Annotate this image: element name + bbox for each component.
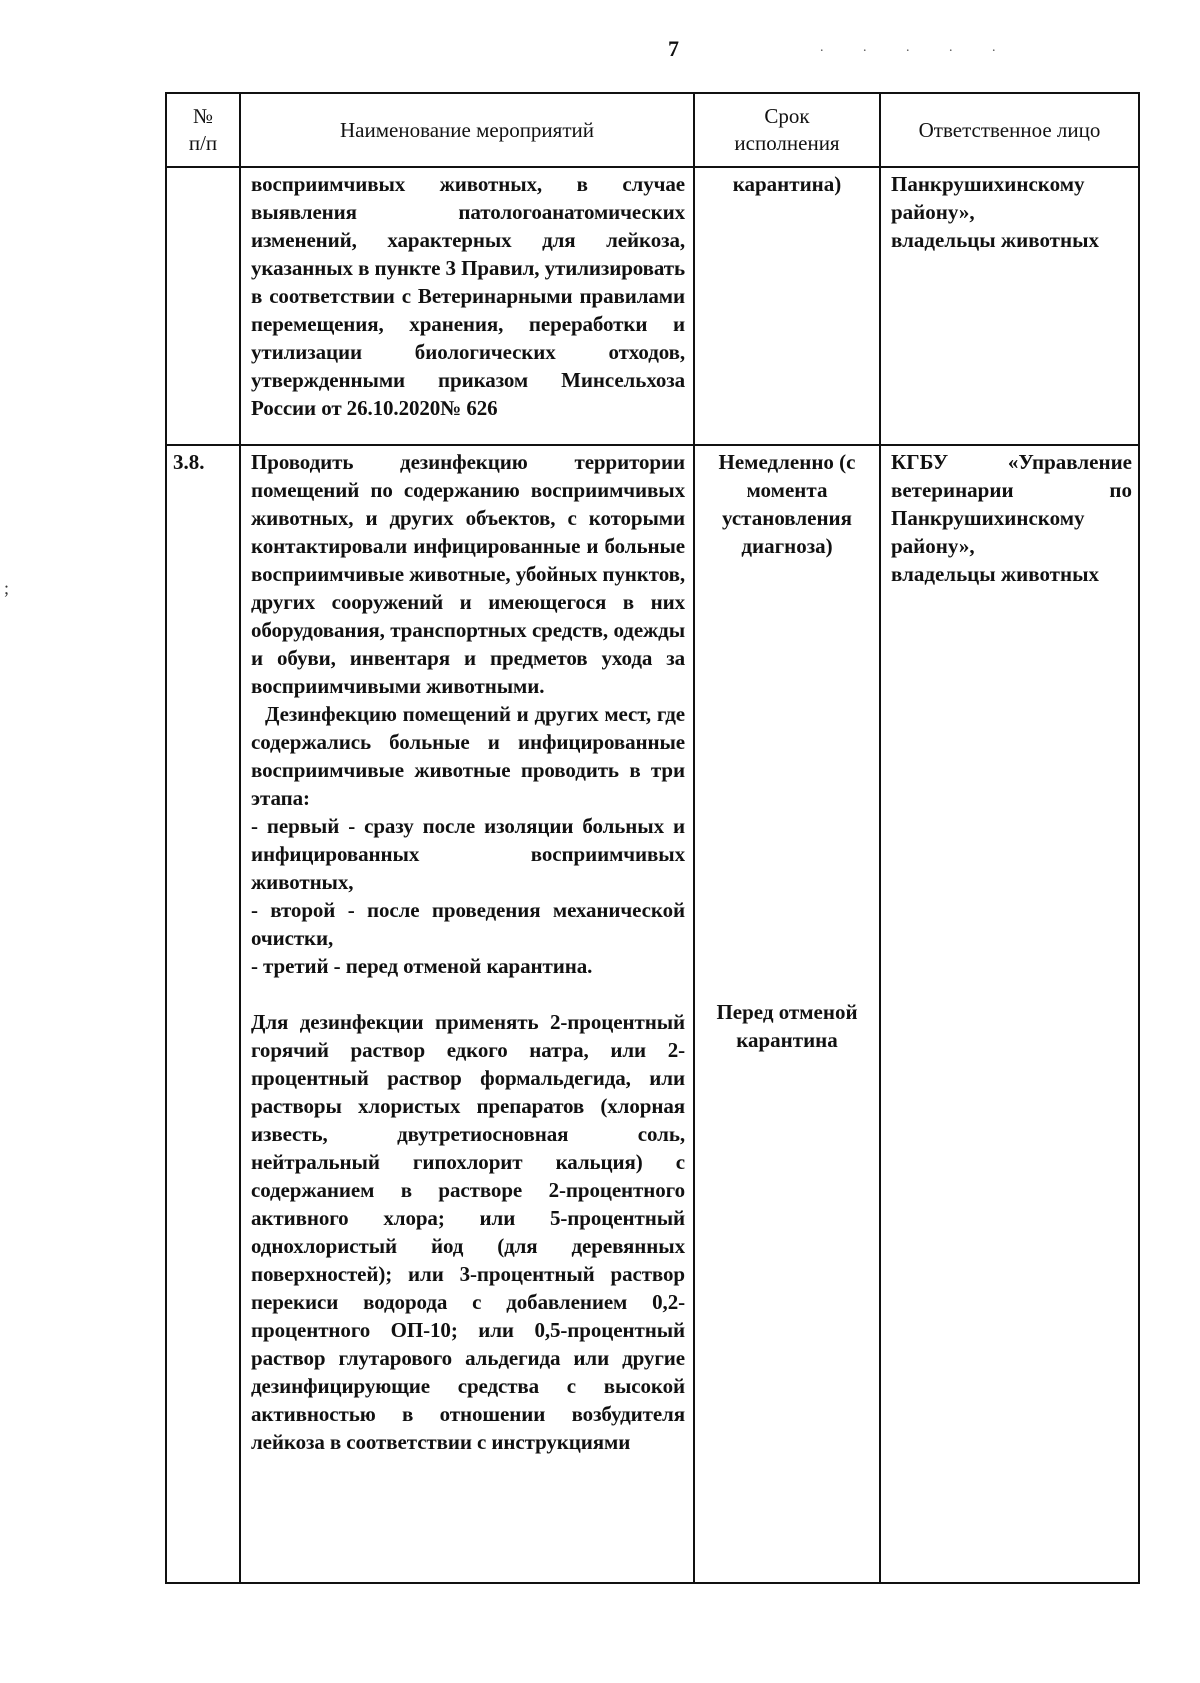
table-header-row bbox=[166, 93, 1139, 167]
measure-paragraph: восприимчивых животных, в случае выявления патологоанатомических изменений, характерных для лейкоза, указанных в пункте 3 Правил, утилизировать в соответствии с Ветеринарными правилами перемещения, хранения, переработки и утилизации биологических отходов, утвержденными приказом Минсельхоза России от 26.10.2020№ 626 bbox=[251, 172, 685, 420]
measure-paragraph: - первый - сразу после изоляции больных и инфицированных восприимчивых животных, bbox=[251, 814, 685, 894]
header-num: № п/п bbox=[166, 93, 240, 167]
measure-paragraph: Дезинфекцию помещений и других мест, где содержались больные и инфицированные восприимчивые животные проводить в три этапа: bbox=[251, 702, 685, 810]
measure-paragraph: - второй - после проведения механической очистки, bbox=[251, 898, 685, 950]
row-number bbox=[166, 167, 240, 445]
header-name: Наименование мероприятий bbox=[240, 93, 694, 167]
measures-table bbox=[165, 92, 1140, 1584]
header-responsible: Ответственное лицо bbox=[880, 93, 1139, 167]
responsible-line: владельцы животных bbox=[891, 562, 1099, 586]
table-row bbox=[166, 167, 1139, 445]
table-row bbox=[166, 445, 1139, 1583]
term-text-second: Перед отменой карантина bbox=[716, 1000, 858, 1052]
responsible-line: КГБУ «Управление ветеринарии по Панкрушихинскому району», bbox=[891, 450, 1132, 558]
responsible-line: Панкрушихинскому району», bbox=[891, 172, 1085, 224]
term-text: Немедленно (с момента установления диагноза) bbox=[718, 450, 856, 558]
measure-paragraph: - третий - перед отменой карантина. bbox=[251, 954, 593, 978]
responsible-line: владельцы животных bbox=[891, 228, 1099, 252]
page-number: 7 bbox=[668, 36, 679, 61]
row-term bbox=[694, 445, 880, 1583]
margin-mark: ; bbox=[4, 578, 10, 598]
row-measure-text bbox=[240, 167, 694, 445]
row-measure-text bbox=[240, 445, 694, 1583]
measure-paragraph: Для дезинфекции применять 2-процентный горячий раствор едкого натра, или 2-процентный раствор формальдегида, или растворы хлористых препаратов (хлорная известь, двутретиосновная соль, нейтральный гипохлорит кальция) с содержанием в растворе 2-процентного активного хлора; или 5-процентный однохлористый йод (для деревянных поверхностей); или 3-процентный раствор перекиси водорода с добавлением 0,2-процентного ОП-10; или 0,5-процентный раствор глутарового альдегида или другие дезинфицирующие средства с высокой активностью в отношении возбудителя лейкоза в соответствии с инструкциями bbox=[251, 1010, 685, 1454]
scan-marks: . . . . . bbox=[820, 40, 1014, 55]
row-responsible bbox=[880, 167, 1139, 445]
header-term: Срок исполнения bbox=[694, 93, 880, 167]
term-text: карантина) bbox=[732, 172, 842, 196]
row-number: 3.8. bbox=[166, 445, 240, 1583]
row-term bbox=[694, 167, 880, 445]
row-responsible bbox=[880, 445, 1139, 1583]
measure-paragraph: Проводить дезинфекцию территории помещений по содержанию восприимчивых животных, и других объектов, с которыми контактировали инфицированные и больные восприимчивые животные, убойных пунктов, других сооружений и имеющегося в них оборудования, транспортных средств, одежды и обуви, инвентаря и предметов ухода за восприимчивыми животными. bbox=[251, 450, 685, 698]
